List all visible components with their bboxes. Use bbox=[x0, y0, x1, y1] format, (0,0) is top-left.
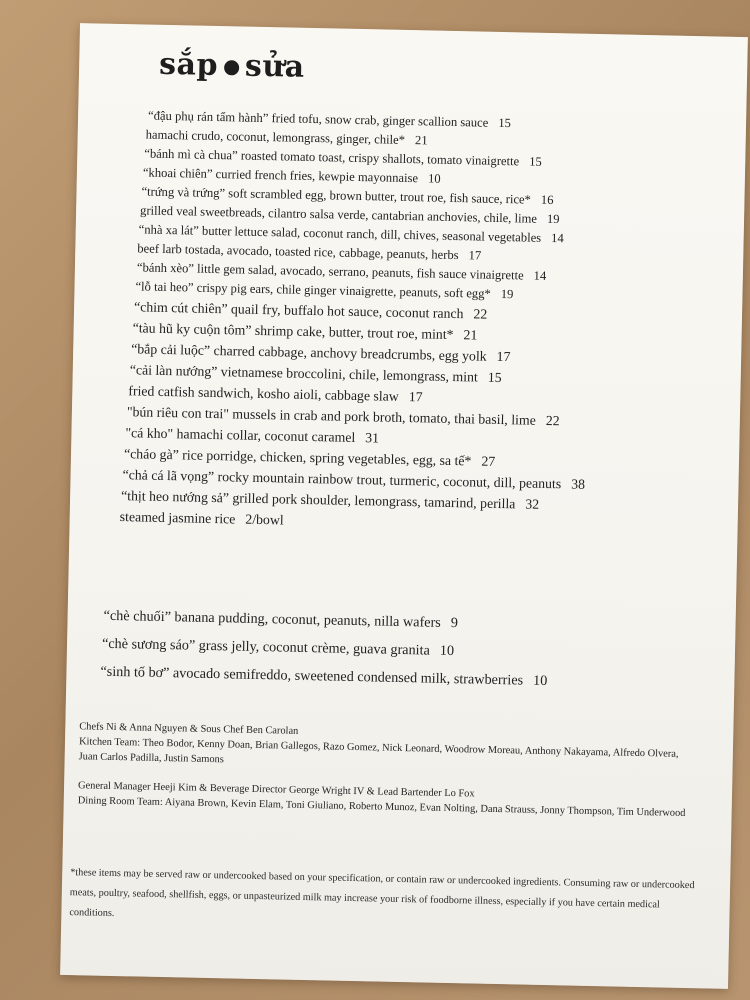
menu-item-name: beef larb tostada, avocado, toasted rice, cabbage, peanuts, herbs bbox=[137, 241, 459, 263]
logo-dot-icon bbox=[224, 60, 239, 75]
menu-item-price: 19 bbox=[546, 211, 560, 227]
front-of-house-credits bbox=[78, 778, 698, 821]
dessert-item-price: 10 bbox=[439, 642, 455, 660]
menu-item-name: “chả cá lã vọng” rocky mountain rainbow trout, turmeric, coconut, dill, peanuts bbox=[122, 467, 562, 492]
menu-item-price: 10 bbox=[427, 171, 441, 186]
menu-item-name: “bánh mì cà chua” roasted tomato toast, crispy shallots, tomato vinaigrette bbox=[144, 146, 520, 169]
menu-item-price: 16 bbox=[540, 192, 554, 208]
menu-item-price: 22 bbox=[545, 412, 560, 429]
menu-item-price: 15 bbox=[487, 369, 502, 386]
kitchen-team-line: Kitchen Team: Theo Bodor, Kenny Doan, Brian Gallegos, Razo Gomez, Nick Leonard, Woodrow Moreau, Anthony Nakayama, Alfredo Olvera, Juan Carlos Padilla, Justin Samons bbox=[78, 736, 679, 766]
menu-item-price: 17 bbox=[496, 348, 511, 365]
raw-food-disclaimer: *these items may be served raw or undercooked based on your specification, or contain raw or undercooked ingredients. Consuming raw or undercooked meats, poultry, seafood, shellfish, eggs, or unpasteurized milk may increase your risk of foodborne illness, especially if you have certain medical conditions. bbox=[69, 867, 695, 920]
dessert-item-name: “chè chuối” banana pudding, coconut, peanuts, nilla wafers bbox=[103, 607, 441, 631]
menu-item-price: 19 bbox=[500, 286, 514, 302]
menu-item-price: 38 bbox=[571, 476, 586, 492]
menu-item-name: “thịt heo nướng sả” grilled pork shoulder, lemongrass, tamarind, perilla bbox=[120, 488, 516, 512]
menu-item-name: steamed jasmine rice bbox=[119, 509, 236, 527]
menu-item-name: “nhà xa lát” butter lettuce salad, coconut ranch, dill, chives, seasonal vegetables bbox=[138, 222, 542, 245]
kitchen-credits bbox=[79, 719, 700, 777]
chefs-line: Chefs Ni & Anna Nguyen & Sous Chef Ben Carolan bbox=[79, 721, 299, 737]
menu-item-name: “đậu phụ rán tẩm hành” fried tofu, snow crab, ginger scallion sauce bbox=[147, 108, 489, 130]
menu-item-price: 14 bbox=[550, 231, 564, 246]
menu-item-name: hamachi crudo, coconut, lemongrass, ginger, chile* bbox=[145, 127, 406, 147]
menu-item-price: 17 bbox=[468, 248, 482, 263]
menu-item-name: grilled veal sweetbreads, cilantro salsa verde, cantabrian anchovies, chile, lime bbox=[139, 203, 538, 226]
dessert-item-price: 9 bbox=[450, 615, 459, 632]
logo-word-right: sửa bbox=[244, 48, 305, 85]
menu-item-name: “bánh xèo” little gem salad, avocado, serrano, peanuts, fish sauce vinaigrette bbox=[136, 260, 524, 283]
dessert-item-price: 10 bbox=[532, 672, 548, 690]
menu-item-name: “khoai chiên” curried french fries, kewpie mayonnaise bbox=[142, 165, 419, 186]
menu-item-price: 27 bbox=[481, 453, 496, 469]
menu-item-price: 32 bbox=[525, 496, 540, 512]
staff-credits bbox=[77, 719, 699, 835]
menu-item-price: 22 bbox=[473, 306, 488, 322]
menu-item-name: “trứng và trứng” soft scrambled egg, brown butter, trout roe, fish sauce, rice* bbox=[141, 184, 532, 207]
menu-item-price: 15 bbox=[529, 154, 542, 169]
menu-item-name: “bắp cải luộc” charred cabbage, anchovy breadcrumbs, egg yolk bbox=[131, 341, 487, 364]
desserts-list bbox=[96, 602, 718, 699]
menu-item-name: "cá kho" hamachi collar, coconut caramel bbox=[125, 425, 356, 445]
menu-item-name: “cải làn nướng” vietnamese broccolini, chile, lemongrass, mint bbox=[129, 362, 478, 385]
mains-list bbox=[119, 106, 736, 539]
restaurant-logo bbox=[159, 47, 305, 85]
menu-item-price: 31 bbox=[365, 430, 380, 446]
dining-team-line: Dining Room Team: Aiyana Brown, Kevin Elam, Toni Giuliano, Roberto Munoz, Evan Nolting, Dana Strauss, Jonny Thompson, Tim Underwood bbox=[77, 795, 686, 819]
menu-item-name: “cháo gà” rice porridge, chicken, spring vegetables, egg, sa tế* bbox=[123, 446, 472, 469]
dessert-item-name: “chè sương sáo” grass jelly, coconut crème, guava granita bbox=[101, 635, 430, 659]
menu-item-name: fried catfish sandwich, kosho aioli, cabbage slaw bbox=[128, 383, 399, 404]
menu-sheet bbox=[60, 23, 748, 989]
menu-item-name: "bún riêu con trai" mussels in crab and pork broth, tomato, thai basil, lime bbox=[126, 404, 536, 428]
dessert-item-name: “sinh tố bơ” avocado semifreddo, sweetened condensed milk, strawberries bbox=[100, 663, 524, 689]
menu-item-price: 15 bbox=[498, 115, 512, 131]
menu-item-name: “lỗ tai heo” crispy pig ears, chile ginger vinaigrette, peanuts, soft egg* bbox=[135, 279, 491, 301]
management-line: General Manager Heeji Kim & Beverage Director George Wright IV & Lead Bartender Lo Fox bbox=[77, 780, 475, 800]
menu-item-price: 14 bbox=[533, 268, 547, 283]
menu-item-price: 21 bbox=[463, 327, 478, 343]
menu-item-price: 2/bowl bbox=[245, 511, 284, 528]
menu-item-price: 17 bbox=[408, 389, 423, 405]
menu-item-name: “chim cút chiên” quail fry, buffalo hot sauce, coconut ranch bbox=[133, 299, 464, 322]
menu-item-name: “tàu hũ ky cuộn tôm” shrimp cake, butter, trout roe, mint* bbox=[132, 320, 454, 342]
logo-word-left: sắp bbox=[158, 46, 219, 84]
menu-item-price: 21 bbox=[414, 133, 428, 148]
